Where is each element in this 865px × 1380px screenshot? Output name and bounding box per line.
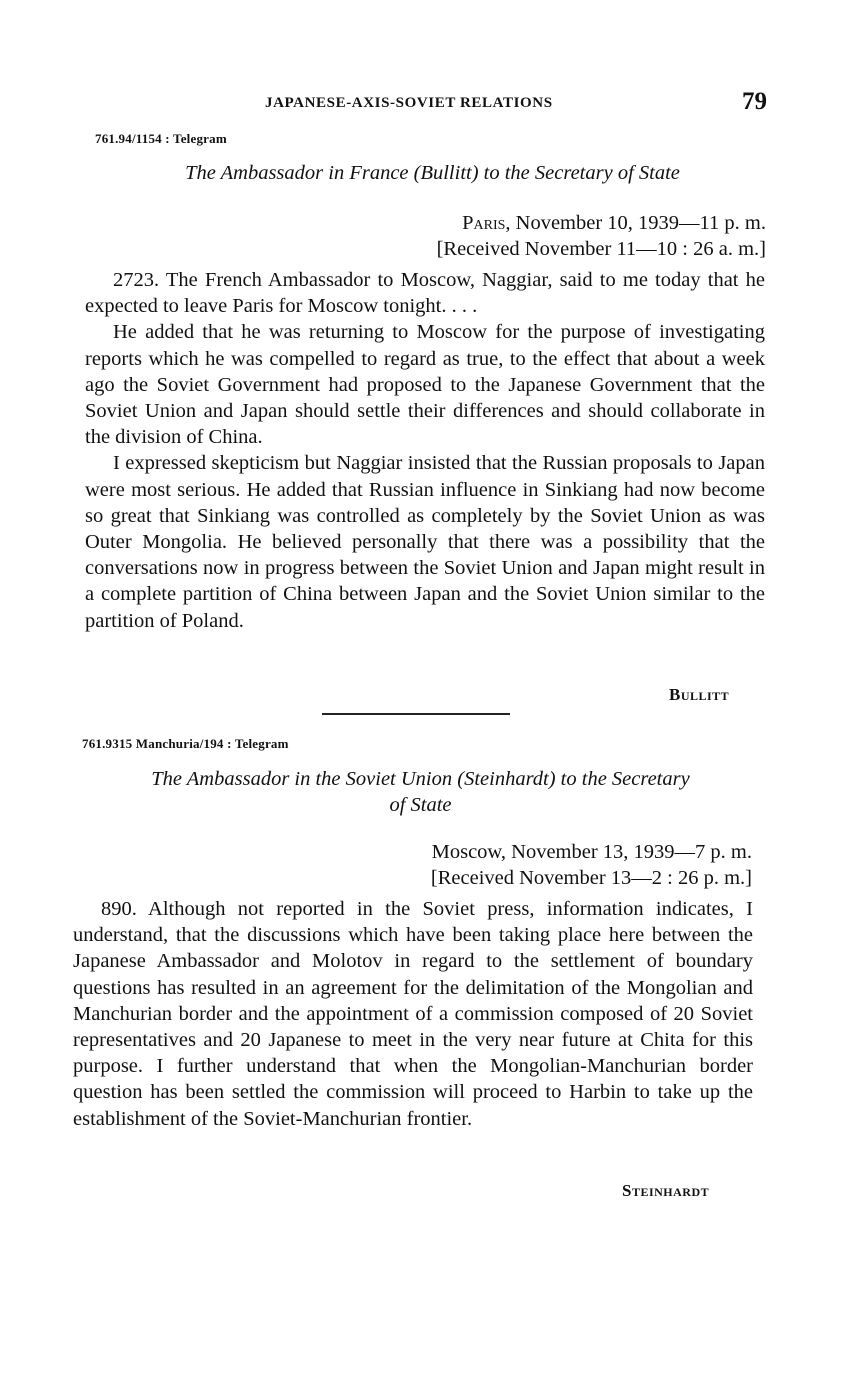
file-reference-2: 761.9315 Manchuria/194 : Telegram <box>82 736 289 751</box>
body-paragraph: I expressed skepticism but Naggiar insisted that the Russian proposals to Japan were most serious. He added that Russian influence in Sinkiang had now become so great that Sinkiang was controlled as completely by the Soviet Union as was Outer Mongolia. He believed personally that there was a possibility that the conversations now in progress between the Soviet Union and Japan might result in a complete partition of China between Japan and the Soviet Union similar to the partition of Poland. <box>85 452 765 632</box>
document-title-2-line1: The Ambassador in the Soviet Union (Steinhardt) to the Secretary <box>151 768 690 790</box>
document-body-1 <box>85 267 765 634</box>
date-time-2: November 13, 1939—7 p. m. <box>506 841 752 863</box>
document-body-2 <box>73 896 753 1132</box>
signature-1: Bullitt <box>669 685 730 704</box>
date-place-1: Paris, <box>462 212 511 234</box>
date-received-1: [Received November 11—10 : 26 a. m.] <box>436 238 766 260</box>
body-paragraph: 2723. The French Ambassador to Moscow, Naggiar, said to me today that he expected to leave Paris for Moscow tonight. . . . <box>85 269 765 318</box>
file-reference-1: 761.94/1154 : Telegram <box>95 131 227 146</box>
running-title: JAPANESE-AXIS-SOVIET RELATIONS <box>265 95 553 111</box>
date-sent-1 <box>300 210 766 236</box>
date-received-2: [Received November 13—2 : 26 p. m.] <box>430 867 752 889</box>
date-time-1: November 10, 1939—11 p. m. <box>510 212 766 234</box>
body-paragraph: 890. Although not reported in the Soviet press, information indicates, I understand, that the discussions which have been taking place here between the Japanese Ambassador and Molotov in regard to the settlement of boundary questions has resulted in an agreement for the delimitation of the Mongolian and Manchurian border and the appointment of a commission composed of 20 Soviet representatives and 20 Japanese to meet in the very near future at Chita for this purpose. I further understand that when the Mongolian-Manchurian border question has been settled the commission will proceed to Harbin to take up the establishment of the Soviet-Manchurian frontier. <box>73 898 753 1130</box>
signature-2: Steinhardt <box>622 1181 710 1200</box>
body-paragraph: He added that he was returning to Moscow for the purpose of investigating reports which he was compelled to regard as true, to the effect that about a week ago the Soviet Government had proposed to the Japanese Government that the Soviet Union and Japan should settle their differences and should collaborate in the division of China. <box>85 321 765 449</box>
running-head <box>0 88 865 122</box>
date-sent-2 <box>290 839 752 865</box>
page-number: 79 <box>742 88 767 115</box>
dateline-2 <box>290 839 752 891</box>
section-divider <box>322 713 510 715</box>
document-title-2 <box>78 766 763 818</box>
document-title-1-line: The Ambassador in France (Bullitt) to the Secretary of State <box>185 162 680 184</box>
document-title-1 <box>90 160 775 186</box>
dateline-1 <box>300 210 766 262</box>
date-place-2: Moscow, <box>431 841 507 863</box>
document-title-2-line2: of State <box>389 794 452 816</box>
